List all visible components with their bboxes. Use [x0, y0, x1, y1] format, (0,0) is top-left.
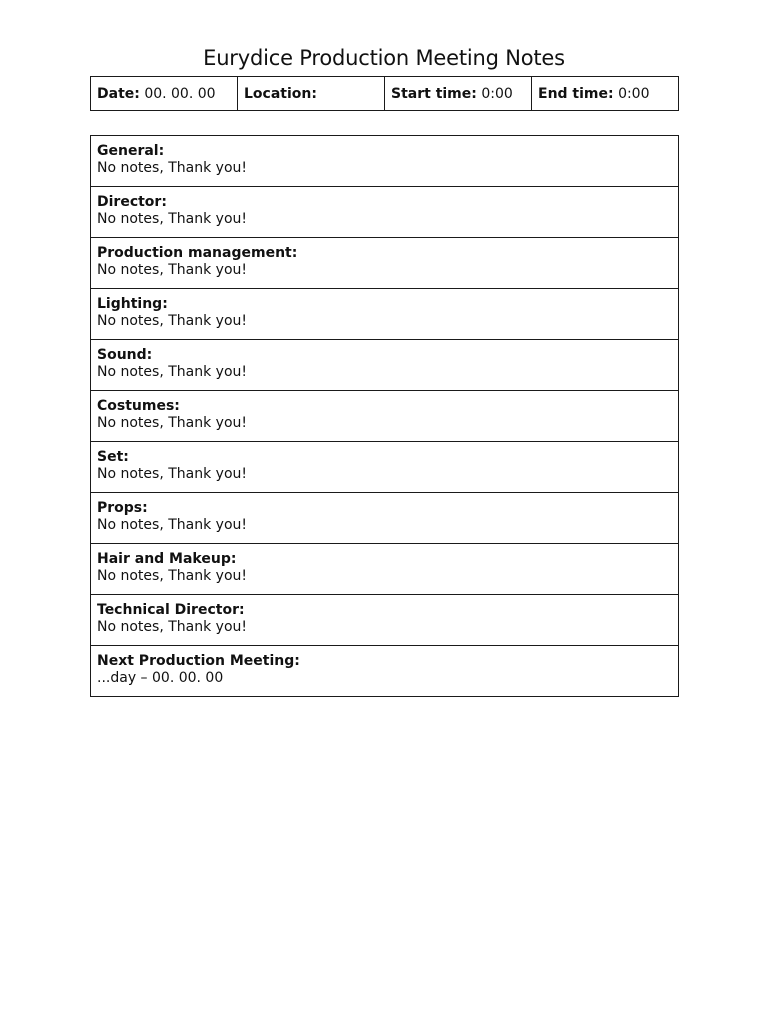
meeting-info-table	[90, 76, 679, 111]
date-cell	[91, 77, 238, 111]
section-title: Costumes:	[97, 398, 180, 414]
section-title: Sound:	[97, 347, 153, 363]
section-title: Next Production Meeting:	[97, 653, 300, 669]
department-notes-table	[90, 135, 679, 697]
section-body: No notes, Thank you!	[97, 415, 247, 431]
location-label: Location:	[244, 85, 317, 102]
end-time-label: End time:	[538, 85, 614, 102]
section-title: Technical Director:	[97, 602, 245, 618]
section-lighting	[91, 289, 679, 340]
section-costumes	[91, 391, 679, 442]
section-body: ...day – 00. 00. 00	[97, 670, 224, 686]
section-body: No notes, Thank you!	[97, 568, 247, 584]
section-general	[91, 136, 679, 187]
section-body: No notes, Thank you!	[97, 517, 247, 533]
section-title: Production management:	[97, 245, 298, 261]
document-title: Eurydice Production Meeting Notes	[203, 46, 565, 70]
section-director	[91, 187, 679, 238]
section-title: Set:	[97, 449, 129, 465]
section-props	[91, 493, 679, 544]
end-time-value: 0:00	[618, 85, 650, 102]
section-title: General:	[97, 143, 165, 159]
end-time-cell	[532, 77, 679, 111]
section-title: Director:	[97, 194, 167, 210]
section-hair-and-makeup	[91, 544, 679, 595]
section-next-production-meeting	[91, 646, 679, 697]
section-body: No notes, Thank you!	[97, 619, 247, 635]
section-technical-director	[91, 595, 679, 646]
section-sound	[91, 340, 679, 391]
section-body: No notes, Thank you!	[97, 160, 247, 176]
section-body: No notes, Thank you!	[97, 313, 247, 329]
section-title: Hair and Makeup:	[97, 551, 237, 567]
section-body: No notes, Thank you!	[97, 364, 247, 380]
start-time-label: Start time:	[391, 85, 477, 102]
start-time-cell	[385, 77, 532, 111]
section-production-management	[91, 238, 679, 289]
section-body: No notes, Thank you!	[97, 211, 247, 227]
section-title: Props:	[97, 500, 148, 516]
date-label: Date:	[97, 85, 140, 102]
date-value: 00. 00. 00	[144, 85, 216, 102]
location-cell	[238, 77, 385, 111]
section-body: No notes, Thank you!	[97, 262, 247, 278]
section-body: No notes, Thank you!	[97, 466, 247, 482]
section-title: Lighting:	[97, 296, 168, 312]
start-time-value: 0:00	[481, 85, 513, 102]
section-set	[91, 442, 679, 493]
